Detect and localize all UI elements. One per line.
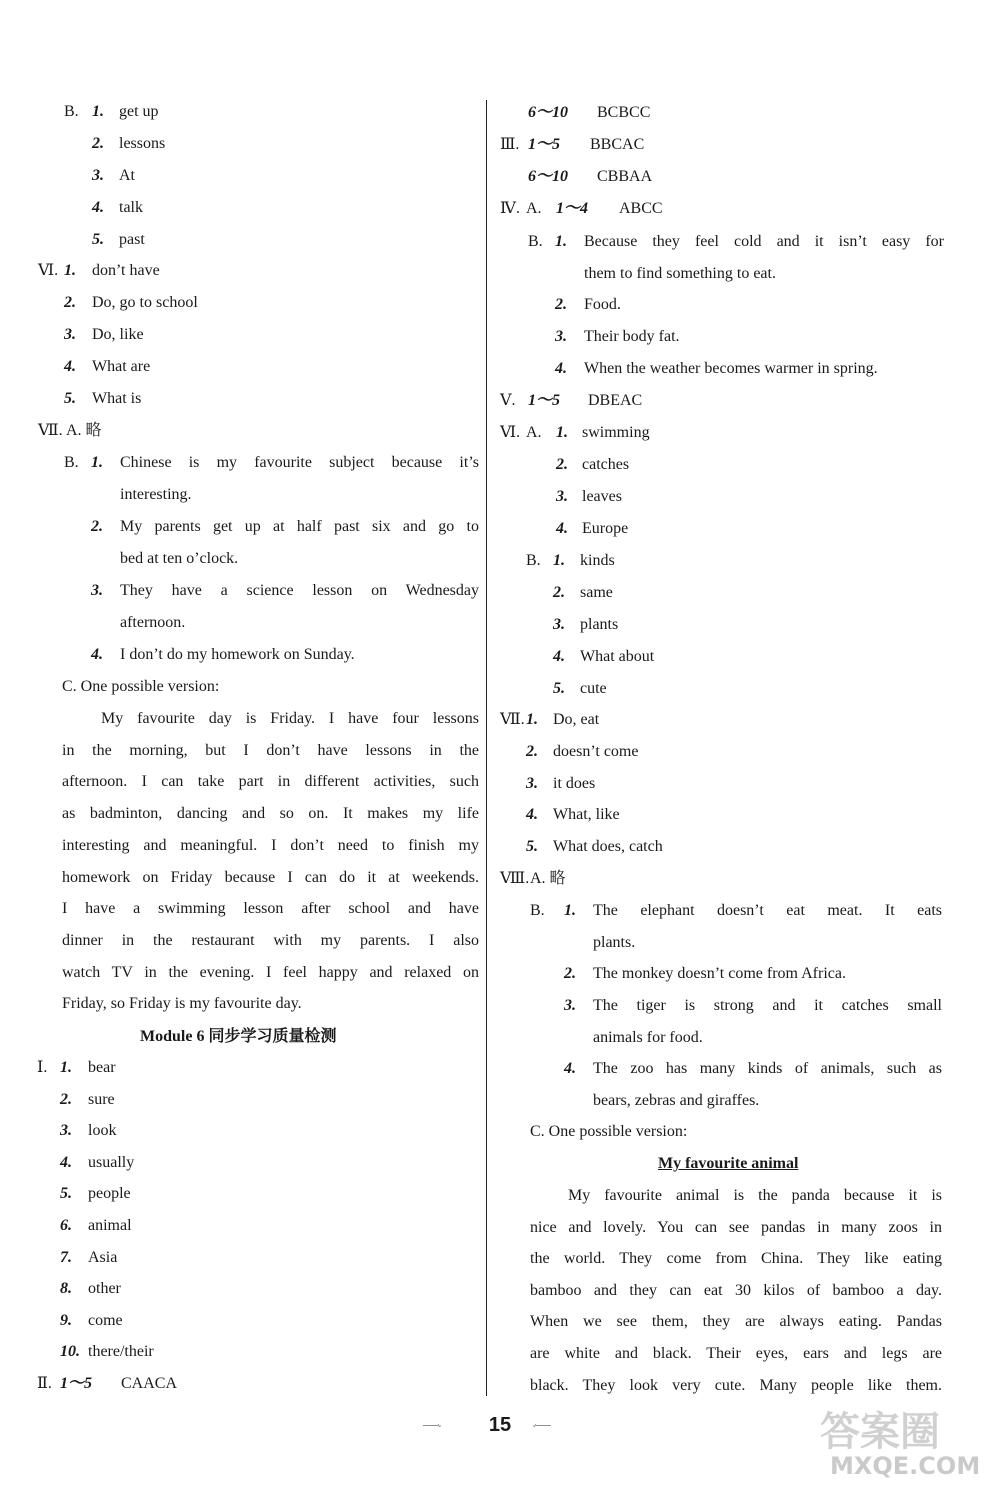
item-number: 1. (64, 262, 76, 279)
page-number: 15 (488, 1414, 512, 1436)
right-r1-range: 6～10 (528, 104, 569, 121)
item-text-line2: bed at ten o’clock. (120, 550, 239, 567)
essay-title: My favourite animal (658, 1155, 799, 1172)
item-number: 4. (553, 648, 565, 665)
item-text: Asia (88, 1248, 118, 1266)
item-number: 4. (91, 646, 103, 663)
item-text-line1: I don’t do my homework on Sunday. (120, 646, 355, 663)
item-text: What does, catch (553, 838, 663, 856)
essay-line: bamboo and they can eat 30 kilos of bamboo a day. (530, 1282, 942, 1299)
item-number: 1. (91, 454, 103, 471)
item-number: 5. (526, 838, 538, 856)
essay-line: afternoon. I can take part in different activities, such (62, 773, 479, 790)
item-number: 10. (60, 1343, 80, 1361)
right-iv-a-range: 1～4 (556, 200, 589, 217)
item-text-line2: afternoon. (120, 614, 186, 631)
item-number: 8. (60, 1280, 72, 1298)
item-number: 4. (92, 199, 104, 216)
item-text: bear (88, 1059, 116, 1076)
left-b-label: B. (64, 103, 79, 120)
item-number: 2. (60, 1090, 72, 1108)
right-viii-label: Ⅷ. (500, 870, 530, 887)
right-iv-a-answers: ABCC (619, 200, 663, 217)
right-v-label: Ⅴ. (500, 392, 516, 409)
essay-line: homework on Friday because I can do it at weekends. (62, 869, 479, 886)
item-number: 1. (92, 103, 104, 120)
right-vi-label: Ⅵ. (500, 424, 521, 441)
right-vii-label: Ⅶ. (500, 711, 525, 728)
item-number: 3. (555, 328, 567, 345)
essay-line: I have a swimming lesson after school and have (62, 900, 479, 917)
right-v-range: 1～5 (528, 392, 561, 409)
item-text-line1: Chinese is my favourite subject because it’s (120, 454, 479, 471)
item-number: 9. (60, 1311, 72, 1329)
item-text-line1: The monkey doesn’t come from Africa. (593, 965, 846, 982)
essay-line: nice and lovely. You can see pandas in many zoos in (530, 1219, 942, 1236)
item-number: 1. (60, 1059, 72, 1076)
item-text: Do, like (92, 326, 144, 343)
item-text: Do, eat (553, 711, 600, 728)
item-text: swimming (582, 424, 650, 441)
right-iii2-answers: CBBAA (597, 168, 653, 185)
right-r1-answers: BCBCC (597, 104, 651, 121)
item-number: 3. (556, 488, 568, 505)
item-text: get up (119, 103, 159, 120)
item-text: What are (92, 358, 151, 375)
item-number: 4. (555, 360, 567, 377)
left-vi-label: Ⅵ. (38, 262, 59, 279)
item-number: 3. (564, 997, 576, 1014)
right-viii-c: C. One possible version: (530, 1123, 688, 1140)
item-text: kinds (580, 552, 615, 569)
item-number: 5. (60, 1185, 72, 1203)
item-number: 5. (92, 231, 104, 248)
item-text: plants (580, 616, 619, 633)
right-iii-label: Ⅲ. (500, 136, 520, 153)
item-text: sure (88, 1090, 115, 1108)
essay-line: watch TV in the evening. I feel happy and relaxed on (62, 964, 479, 981)
essay-line: black. They look very cute. Many people like them. (530, 1377, 942, 1394)
item-text: people (88, 1185, 131, 1203)
item-text: cute (580, 680, 607, 697)
item-number: 2. (64, 294, 76, 311)
item-text-line1: The zoo has many kinds of animals, such as (593, 1060, 942, 1077)
item-text-line2: interesting. (120, 486, 192, 503)
left-ii-label: Ⅱ. (37, 1375, 52, 1392)
item-text-line1: My parents get up at half past six and go to (120, 518, 479, 535)
item-text: lessons (119, 135, 166, 152)
right-iii-answers: BBCAC (590, 136, 645, 153)
item-number: 5. (553, 680, 565, 697)
left-vii-a: A. 略 (66, 422, 102, 439)
left-vii-c: C. One possible version: (62, 678, 220, 695)
item-text-line2: bears, zebras and giraffes. (593, 1092, 760, 1109)
item-text: Europe (582, 520, 629, 537)
item-number: 2. (553, 584, 565, 601)
column-divider (486, 100, 487, 1396)
right-ornament-icon (512, 1424, 572, 1427)
item-number: 4. (564, 1060, 576, 1077)
item-text: Do, go to school (92, 294, 198, 311)
item-number: 3. (553, 616, 565, 633)
item-number: 1. (555, 233, 567, 250)
essay-line: as badminton, dancing and so on. It makes my life (62, 805, 479, 822)
item-text: What about (580, 648, 655, 665)
item-number: 5. (64, 390, 76, 407)
essay-line: the world. They come from China. They like eating (530, 1250, 942, 1267)
left-ii-answers: CAACA (121, 1375, 178, 1392)
item-text: catches (582, 456, 630, 473)
right-vi-a: A. (526, 424, 542, 441)
item-number: 2. (556, 456, 568, 473)
item-text-line1: When the weather becomes warmer in spring. (584, 360, 878, 377)
essay-line: My favourite animal is the panda because it is (568, 1187, 942, 1204)
item-number: 6. (60, 1217, 72, 1234)
left-ii-range: 1～5 (60, 1375, 93, 1392)
item-text: animal (88, 1217, 132, 1234)
item-number: 2. (91, 518, 103, 535)
item-number: 3. (92, 167, 104, 184)
item-text: doesn’t come (553, 742, 639, 760)
item-number: 2. (564, 965, 576, 982)
item-text: look (88, 1122, 117, 1140)
right-vi-b: B. (526, 552, 541, 569)
right-viii-a: A. 略 (530, 870, 566, 887)
watermark-url: MXQE.COM (830, 1452, 981, 1480)
module-title: Module 6 同步学习质量检测 (140, 1028, 337, 1045)
item-text: talk (119, 199, 143, 216)
essay-line: When we see them, they are always eating. Pandas (530, 1313, 942, 1330)
right-viii-b-label: B. (530, 902, 545, 919)
item-number: 4. (556, 520, 568, 537)
item-number: 3. (60, 1122, 72, 1140)
right-iii2-range: 6～10 (528, 168, 569, 185)
item-text-line1: The tiger is strong and it catches small (593, 997, 942, 1014)
item-text: come (88, 1311, 123, 1329)
essay-line: Friday, so Friday is my favourite day. (62, 995, 302, 1012)
item-text-line1: The elephant doesn’t eat meat. It eats (593, 902, 942, 919)
essay-line: in the morning, but I don’t have lessons in the (62, 742, 479, 759)
item-text: What, like (553, 806, 620, 824)
right-iv-label: Ⅳ. (500, 200, 520, 217)
essay-line: interesting and meaningful. I don’t need to finish my (62, 837, 479, 854)
item-text: At (119, 167, 135, 184)
item-number: 4. (526, 806, 538, 824)
item-number: 1. (564, 902, 576, 919)
item-text-line1: Food. (584, 296, 621, 313)
item-text: usually (88, 1153, 135, 1171)
left-vii-label: Ⅶ. (38, 422, 63, 439)
item-number: 2. (526, 742, 538, 760)
item-text: there/their (88, 1343, 154, 1361)
essay-line: dinner in the restaurant with my parents. I also (62, 932, 479, 949)
right-iii-range: 1～5 (528, 136, 561, 153)
right-iv-b-label: B. (528, 233, 543, 250)
item-number: 1. (556, 424, 568, 441)
essay-line: My favourite day is Friday. I have four lessons (101, 710, 479, 727)
item-text: same (580, 584, 613, 601)
item-number: 1. (553, 552, 565, 569)
item-number: 4. (60, 1153, 72, 1171)
item-number: 2. (92, 135, 104, 152)
item-number: 7. (60, 1248, 72, 1266)
item-text-line1: They have a science lesson on Wednesday (120, 582, 479, 599)
item-text: other (88, 1280, 121, 1298)
right-iv-a: A. (526, 200, 542, 217)
item-text-line2: them to find something to eat. (584, 265, 776, 282)
item-text: leaves (582, 488, 622, 505)
item-text-line2: animals for food. (593, 1029, 703, 1046)
right-v-answers: DBEAC (588, 392, 643, 409)
item-number: 1. (526, 711, 538, 728)
item-text: past (119, 231, 145, 248)
item-number: 3. (64, 326, 76, 343)
item-text-line1: Because they feel cold and it isn’t easy for (584, 233, 944, 250)
item-text: it does (553, 774, 596, 792)
left-i-label: Ⅰ. (37, 1059, 48, 1076)
item-text: don’t have (92, 262, 160, 279)
item-number: 3. (526, 774, 538, 792)
item-number: 3. (91, 582, 103, 599)
essay-line: are white and black. Their eyes, ears and legs are (530, 1345, 942, 1362)
watermark-logo: 答案圈 (820, 1409, 940, 1455)
left-vii-b-label: B. (64, 454, 79, 471)
item-text: What is (92, 390, 142, 407)
item-number: 2. (555, 296, 567, 313)
item-text-line1: Their body fat. (584, 328, 680, 345)
item-number: 4. (64, 358, 76, 375)
item-text-line2: plants. (593, 934, 636, 951)
